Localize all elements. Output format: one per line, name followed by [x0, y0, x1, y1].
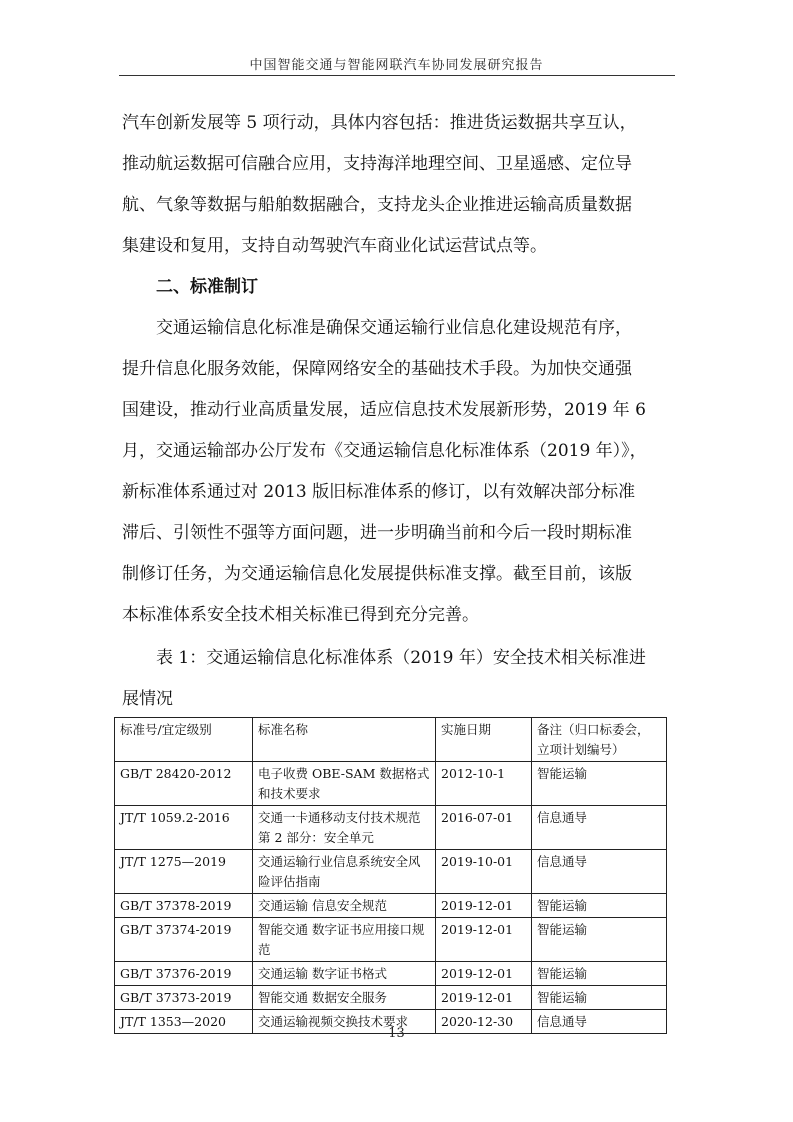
running-header: 中国智能交通与智能网联汽车协同发展研究报告 — [249, 58, 544, 73]
cell-remarks: 智能运输 — [532, 918, 667, 962]
cell-effective-date: 2019-12-01 — [436, 962, 532, 986]
table-row — [115, 762, 667, 806]
cell-effective-date: 2012-10-1 — [436, 762, 532, 806]
cell-effective-date: 2019-12-01 — [436, 894, 532, 918]
standards-table — [114, 717, 667, 1034]
header-divider — [119, 75, 675, 76]
body-line: 本标准体系安全技术相关标准已得到充分完善。 — [122, 605, 479, 625]
cell-effective-date: 2019-12-01 — [436, 986, 532, 1010]
table-header-row — [115, 718, 667, 762]
cell-standard-name: 交通运输 信息安全规范 — [253, 894, 436, 918]
table-caption: 表 1：交通运输信息化标准体系（2019 年）安全技术相关标准进 — [156, 648, 646, 668]
cell-standard-number: GB/T 37376-2019 — [115, 962, 253, 986]
cell-standard-number: GB/T 28420-2012 — [115, 762, 253, 806]
body-line: 交通运输信息化标准是确保交通运输行业信息化建设规范有序， — [156, 318, 632, 338]
cell-remarks: 智能运输 — [532, 962, 667, 986]
body-line: 制修订任务，为交通运输信息化发展提供标准支撑。截至目前，该版 — [122, 564, 632, 584]
table-caption-continued: 展情况 — [122, 689, 173, 709]
body-line: 滞后、引领性不强等方面问题，进一步明确当前和今后一段时期标准 — [122, 523, 632, 543]
body-line: 月，交通运输部办公厅发布《交通运输信息化标准体系（2019 年）》， — [122, 441, 647, 461]
cell-remarks: 信息通导 — [532, 806, 667, 850]
body-line: 推动航运数据可信融合应用，支持海洋地理空间、卫星遥感、定位导 — [122, 154, 632, 174]
cell-remarks: 智能运输 — [532, 894, 667, 918]
cell-remarks: 智能运输 — [532, 762, 667, 806]
cell-standard-number: JT/T 1275—2019 — [115, 850, 253, 894]
table-row — [115, 850, 667, 894]
header-standard-name: 标准名称 — [253, 718, 436, 762]
page-number: 13 — [388, 1026, 405, 1041]
cell-standard-name: 交通运输行业信息系统安全风险评估指南 — [253, 850, 436, 894]
header-standard-number: 标准号/宜定级别 — [115, 718, 253, 762]
section-heading: 二、标准制订 — [156, 277, 258, 297]
cell-effective-date: 2019-12-01 — [436, 918, 532, 962]
cell-standard-number: GB/T 37378-2019 — [115, 894, 253, 918]
cell-standard-name: 电子收费 OBE-SAM 数据格式和技术要求 — [253, 762, 436, 806]
body-line: 提升信息化服务效能，保障网络安全的基础技术手段。为加快交通强 — [122, 359, 632, 379]
cell-remarks: 信息通导 — [532, 1010, 667, 1034]
cell-standard-number: JT/T 1059.2-2016 — [115, 806, 253, 850]
body-line: 国建设，推动行业高质量发展，适应信息技术发展新形势，2019 年 6 — [122, 400, 646, 420]
table-row — [115, 918, 667, 962]
cell-standard-number: JT/T 1353—2020 — [115, 1010, 253, 1034]
cell-standard-name: 智能交通 数字证书应用接口规范 — [253, 918, 436, 962]
cell-standard-name: 交通运输视频交换技术要求 — [253, 1010, 436, 1034]
body-line: 新标准体系通过对 2013 版旧标准体系的修订，以有效解决部分标准 — [122, 482, 636, 502]
body-line: 集建设和复用，支持自动驾驶汽车商业化试运营试点等。 — [122, 236, 547, 256]
header-effective-date: 实施日期 — [436, 718, 532, 762]
cell-remarks: 信息通导 — [532, 850, 667, 894]
cell-standard-name: 智能交通 数据安全服务 — [253, 986, 436, 1010]
cell-standard-number: GB/T 37374-2019 — [115, 918, 253, 962]
table-row — [115, 962, 667, 986]
body-line: 航、气象等数据与船舶数据融合，支持龙头企业推进运输高质量数据 — [122, 195, 632, 215]
table-row — [115, 894, 667, 918]
cell-remarks: 智能运输 — [532, 986, 667, 1010]
header-remarks: 备注（归口标委会，立项计划编号） — [532, 718, 667, 762]
cell-effective-date: 2020-12-30 — [436, 1010, 532, 1034]
cell-effective-date: 2016-07-01 — [436, 806, 532, 850]
body-line: 汽车创新发展等 5 项行动，具体内容包括：推进货运数据共享互认， — [122, 113, 637, 133]
cell-standard-name: 交通运输 数字证书格式 — [253, 962, 436, 986]
cell-effective-date: 2019-10-01 — [436, 850, 532, 894]
cell-standard-name: 交通一卡通移动支付技术规范 第 2 部分：安全单元 — [253, 806, 436, 850]
cell-standard-number: GB/T 37373-2019 — [115, 986, 253, 1010]
table-row — [115, 806, 667, 850]
table-row — [115, 986, 667, 1010]
